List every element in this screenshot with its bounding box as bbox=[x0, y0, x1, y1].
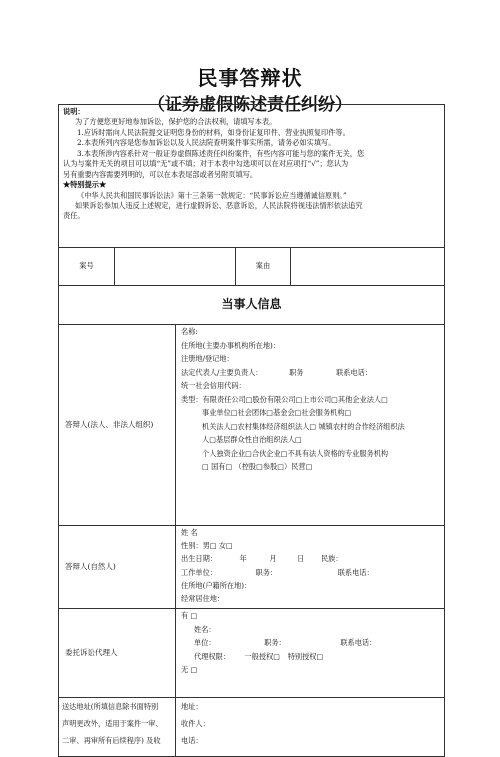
person-residence-line: 经常居住地： bbox=[181, 594, 225, 604]
person-name-line: 姓 名 bbox=[181, 528, 198, 537]
general-authority-option[interactable]: 一般授权□ bbox=[244, 651, 281, 661]
agent-has-option[interactable]: 有 □ bbox=[181, 611, 198, 620]
respondent-person-label: 答辩人(自然人) bbox=[59, 526, 176, 609]
section-title-parties: 当事人信息 bbox=[59, 286, 445, 325]
person-work-line: 工作单位： 职务： 联系电话： bbox=[181, 567, 374, 577]
notes-intro: 为了方便您更好地参加诉讼，保护您的合法权利，请填写本表。 bbox=[75, 117, 277, 127]
address-phone-line: 电话： bbox=[181, 736, 203, 745]
special-notice-3: 责任。 bbox=[63, 211, 85, 221]
org-type-line-5: 个人独资企业□合伙企业□不具有法人资格的专业服务机构 bbox=[202, 448, 389, 458]
respondent-person-fields[interactable] bbox=[176, 526, 445, 609]
agent-authority-line: 代理权限： 一般授权□ 特别授权□ bbox=[194, 651, 324, 661]
notes-item-3: 3.本表所涉内容系针对一般证券虚假陈述责任纠纷案件，有些内容可能与您的案件无关，您 bbox=[77, 148, 365, 158]
document-subtitle: （证券虚假陈述责任纠纷） bbox=[148, 95, 352, 115]
notes-heading: 说明： bbox=[63, 107, 85, 116]
agent-unit-line: 单位： 职务： 联系电话： bbox=[194, 638, 377, 647]
org-type-line-2: 事业单位□社会团体□基金会□社会服务机构□ bbox=[202, 408, 352, 417]
special-notice-heading: ★特别提示★ bbox=[63, 180, 107, 190]
document-title: 民事答辩状 bbox=[197, 66, 303, 90]
agent-name-line: 姓名： bbox=[194, 624, 216, 634]
case-number-label: 案号 bbox=[59, 248, 115, 286]
service-address-label: 送达地址(所填信息除书面特别 声明更改外，适用于案件一审、 二审、再审所有后续程序) 及收 bbox=[59, 698, 176, 757]
special-notice-2: 如果诉讼参加人违反上述规定，进行虚假诉讼、恶意诉讼，人民法院将视违法情形依法追究 bbox=[75, 200, 363, 210]
notes-item-1: 1.应诉时需向人民法院提交证明您身份的材料，如身份证复印件、营业执照复印件等。 bbox=[77, 127, 350, 137]
service-address-fields[interactable] bbox=[176, 698, 445, 757]
address-line: 地址： bbox=[181, 702, 203, 711]
org-type-line-4: 人□基层群众性自治组织法人□ bbox=[202, 435, 302, 444]
person-birth-line: 出生日期： 年 月 日 民族： bbox=[181, 554, 343, 564]
notes-item-3-end: 另有重要内容需要列明的，可以在本表尾部或者另附页填写。 bbox=[63, 169, 258, 179]
special-notice-1: 《中华人民共和国民事诉讼法》第十三条第一款规定：“民事诉讼应当遵循诚信原则。” bbox=[77, 190, 347, 200]
org-credit-code-line: 统一社会信用代码： bbox=[181, 381, 246, 390]
notes-item-3-cont: 认为与案件无关的项目可以填“无”或不填；对于本表中勾选项可以在对应项打“√”；您认为 bbox=[63, 159, 349, 169]
case-cause-field[interactable] bbox=[291, 248, 445, 286]
agent-none-option[interactable]: 无 □ bbox=[181, 665, 198, 674]
org-name-line: 名称: bbox=[181, 327, 198, 336]
form-table bbox=[58, 104, 445, 757]
case-number-field[interactable] bbox=[115, 248, 236, 286]
instructions-block bbox=[59, 105, 445, 248]
org-type-line-3: 机关法人□农村集体经济组织法人□ 城镇农村的合作经济组织法 bbox=[202, 421, 405, 431]
notes-item-2: 2.本表所列内容是您参加诉讼以及人民法院查明案件事实所需，请务必如实填写。 bbox=[77, 138, 336, 148]
special-authority-option[interactable]: 特别授权□ bbox=[287, 651, 324, 661]
org-registration-line: 注册地/登记地： bbox=[181, 354, 234, 363]
org-position-label: 职务 bbox=[289, 367, 304, 377]
agent-label: 委托诉讼代理人 bbox=[59, 609, 176, 698]
case-cause-label: 案由 bbox=[236, 248, 291, 286]
org-phone-label: 联系电话： bbox=[336, 367, 373, 377]
org-type-line-6: □ 国有□ （控股□参股□）民营□ bbox=[202, 462, 313, 471]
person-gender-line: 性别：男□ 女□ bbox=[181, 541, 233, 551]
respondent-org-fields[interactable] bbox=[176, 325, 445, 526]
person-domicile-line: 住所地(户籍所在地)： bbox=[181, 580, 252, 590]
agent-fields[interactable] bbox=[176, 609, 445, 698]
respondent-org-label: 答辩人(法人、非法人组织) bbox=[59, 325, 176, 526]
org-representative-line: 法定代表人/主要负责人： 职务 联系电话： bbox=[181, 367, 373, 377]
org-domicile-line: 住所地(主要办事机构所在地)： bbox=[181, 340, 281, 350]
recipient-line: 收件人： bbox=[181, 719, 210, 728]
org-type-line: 类型：有限责任公司□股份有限公司□上市公司□其他企业法人□ bbox=[181, 394, 388, 404]
